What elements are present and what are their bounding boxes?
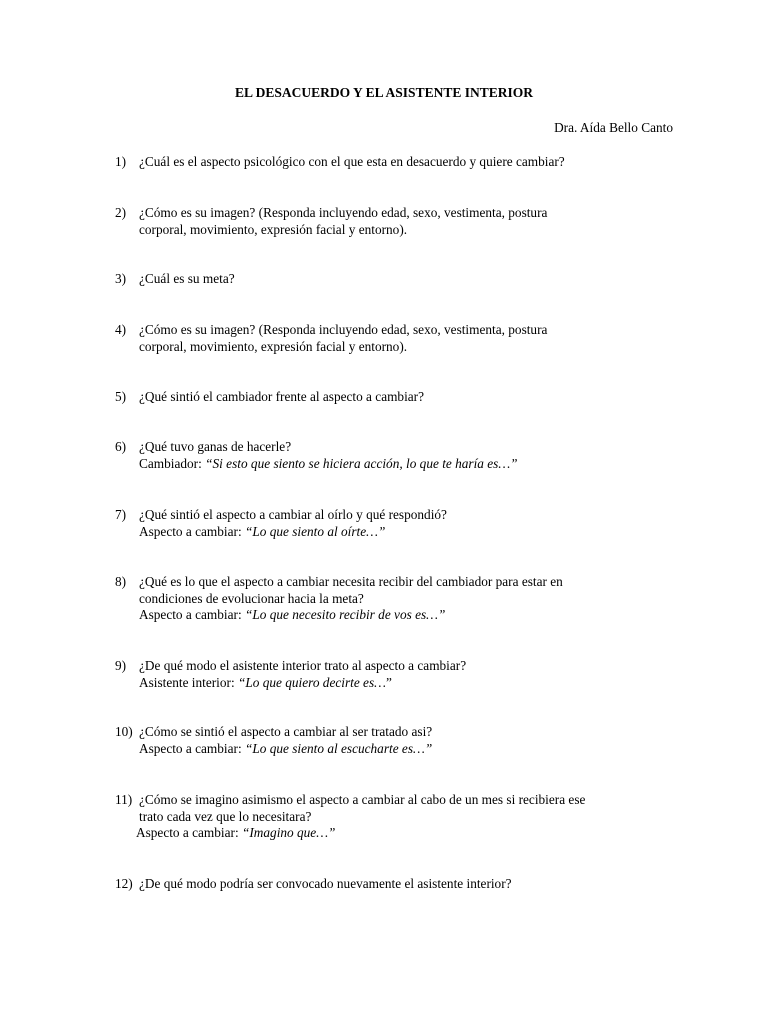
response-label: Aspecto a cambiar: [136,825,242,840]
response-label: Aspecto a cambiar: [139,523,245,539]
question-text: ¿Qué es lo que el aspecto a cambiar necesita recibir del cambiador para estar en [139,574,563,589]
response-quote: “Imagino que…” [241,825,336,840]
question-number: 3) [115,271,127,286]
question-text: ¿Qué sintió el aspecto a cambiar al oírlo y qué respondió? [139,507,447,522]
response-label: Asistente interior: [139,674,238,690]
question-7 [115,507,675,540]
question-number: 6) [115,439,127,454]
response-line [139,675,675,692]
response-quote: “Lo que necesito recibir de vos es…” [244,607,446,622]
question-number: 2) [115,205,127,220]
response-quote: “Lo que siento al escucharte es…” [244,740,433,756]
response-line [139,607,675,624]
question-number: 11) [115,792,133,807]
question-number: 1) [115,154,127,169]
document-title: EL DESACUERDO Y EL ASISTENTE INTERIOR [235,85,533,100]
question-number: 8) [115,574,127,589]
question-12 [115,876,675,893]
question-text: ¿De qué modo podría ser convocado nuevamente el asistente interior? [139,876,512,891]
question-3 [115,271,675,288]
response-quote-close: ” [385,674,392,690]
question-4 [115,322,675,355]
question-text: condiciones de evolucionar hacia la meta? [139,590,364,606]
response-quote: “Lo que quiero decirte es… [237,674,386,690]
question-6 [115,439,675,472]
question-1 [115,154,675,171]
question-text: ¿Cómo es su imagen? (Responda incluyendo edad, sexo, vestimenta, postura [139,322,548,337]
question-text: ¿Cuál es su meta? [139,271,235,286]
question-text: ¿De qué modo el asistente interior trato al aspecto a cambiar? [139,658,467,673]
response-label: Cambiador: [139,455,206,471]
question-2 [115,205,675,238]
question-text: ¿Cómo se sintió el aspecto a cambiar al ser tratado asi? [139,724,433,739]
question-number: 4) [115,322,127,337]
question-10 [115,724,675,757]
response-quote: “Lo que siento al oírte…” [244,523,386,539]
question-number: 10) [115,724,133,739]
question-text: corporal, movimiento, expresión facial y entorno). [139,338,408,354]
response-label: Aspecto a cambiar: [139,740,245,756]
question-number: 9) [115,658,127,673]
response-line [139,456,675,473]
question-number: 5) [115,389,127,404]
question-8 [115,574,675,624]
question-text: ¿Cómo es su imagen? (Responda incluyendo edad, sexo, vestimenta, postura [139,205,548,220]
response-line [136,825,675,842]
question-number: 12) [115,876,133,891]
question-9 [115,658,675,691]
question-text: ¿Qué sintió el cambiador frente al aspecto a cambiar? [139,389,425,404]
response-quote: “Si esto que siento se hiciera acción, lo que te haría es…” [205,455,518,471]
question-text: ¿Cómo se imagino asimismo el aspecto a cambiar al cabo de un mes si recibiera ese [139,792,586,807]
question-text: trato cada vez que lo necesitara? [139,808,312,824]
question-text: ¿Qué tuvo ganas de hacerle? [139,439,292,454]
response-line [139,741,675,758]
question-text: ¿Cuál es el aspecto psicológico con el que esta en desacuerdo y quiere cambiar? [139,154,565,169]
question-number: 7) [115,507,127,522]
response-line [139,524,675,541]
document-author: Dra. Aída Bello Canto [554,120,673,135]
question-5 [115,389,675,406]
question-11 [115,792,675,842]
question-text: corporal, movimiento, expresión facial y entorno). [139,221,408,237]
response-label: Aspecto a cambiar: [139,607,245,622]
